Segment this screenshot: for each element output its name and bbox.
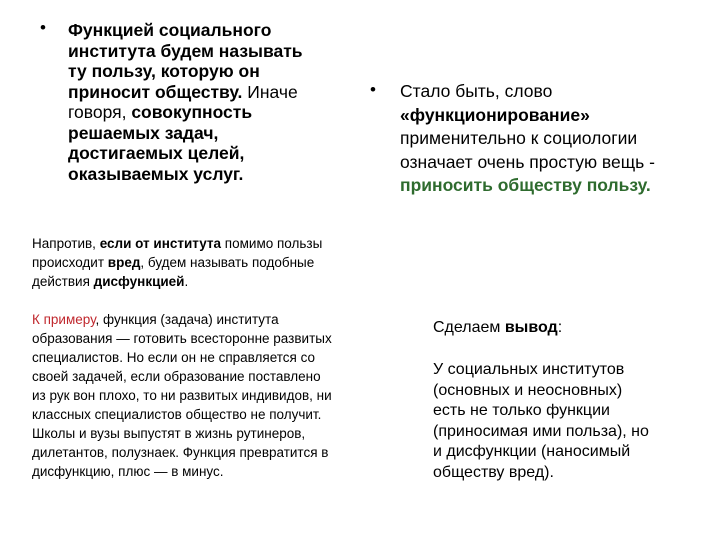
text-line: дилетантов, полузнаек. Функция превратится в — [32, 445, 329, 460]
text-line: из рук вон плохо, то ни развитых индивидов, ни — [32, 388, 332, 403]
text-line: оказываемых услуг. — [68, 163, 244, 184]
text-line: есть не только функции — [433, 402, 610, 419]
dysfunction-paragraph — [32, 234, 392, 291]
text-run: дисфункцией — [93, 274, 185, 289]
text-run: , функция (задача) института — [95, 312, 279, 327]
text-run: помимо пользы — [221, 236, 323, 251]
text-run: : — [557, 319, 563, 336]
text-line — [32, 310, 397, 329]
text-line: приносить обществу пользу. — [400, 175, 651, 195]
text-line — [32, 253, 392, 272]
text-run: Напротив, — [32, 236, 100, 251]
text-line: достигаемых целей, — [68, 143, 245, 163]
text-line: и дисфункции (наносимый — [433, 443, 631, 460]
bullet-right: • — [370, 80, 376, 99]
functioning-meaning-paragraph — [400, 80, 710, 198]
text-line: специалистов. Но если он не справляется со — [32, 350, 316, 365]
text-run: совокупность — [131, 102, 253, 122]
example-lead: К примеру — [32, 312, 96, 327]
text-line: «функционирование» — [400, 104, 590, 125]
text-line: обществу вред). — [433, 463, 554, 481]
text-line: классных специалистов общество не получит. — [32, 407, 322, 422]
text-line: У социальных институтов — [433, 361, 625, 378]
conclusion-paragraph — [433, 360, 693, 483]
text-run: происходит — [32, 255, 108, 270]
example-paragraph — [32, 310, 397, 481]
text-line: ту пользу, которую он — [68, 61, 260, 81]
text-line: Школы и вузы выпустят в жизнь рутинеров, — [32, 426, 306, 441]
text-run: если от института — [99, 236, 222, 251]
text-line: образования — готовить всесторонне развитых — [32, 331, 332, 346]
text-run: Сделаем — [433, 319, 505, 336]
text-run: приносит обществу. — [68, 81, 243, 102]
text-line: института будем называть — [68, 40, 303, 61]
text-line: Функцией социального — [68, 20, 272, 40]
text-line — [32, 234, 392, 253]
text-line: (приносимая ими польза), но — [433, 422, 649, 440]
text-run: говоря, — [68, 102, 132, 122]
text-line: применительно к социологии — [400, 128, 638, 148]
text-run: , будем называть подобные — [140, 255, 315, 270]
text-line: своей задачей, если образование поставлено — [32, 369, 321, 384]
text-run: вред — [107, 255, 141, 270]
text-line: означает очень простую вещь - — [400, 151, 655, 172]
bullet-left: • — [40, 18, 46, 37]
text-run: . — [184, 274, 189, 289]
text-line — [68, 82, 368, 103]
text-line: дисфункцию, плюс — в минус. — [32, 464, 224, 479]
text-run: вывод — [504, 319, 558, 336]
text-run: действия — [32, 274, 94, 289]
text-line — [68, 102, 368, 123]
conclusion-heading — [433, 318, 693, 338]
text-line — [32, 272, 392, 291]
text-run: Иначе — [242, 81, 298, 102]
text-line: решаемых задач, — [68, 122, 219, 143]
text-line: (основных и неосновных) — [433, 381, 623, 399]
definition-function-paragraph — [68, 20, 368, 184]
text-line: Стало быть, слово — [400, 81, 553, 101]
